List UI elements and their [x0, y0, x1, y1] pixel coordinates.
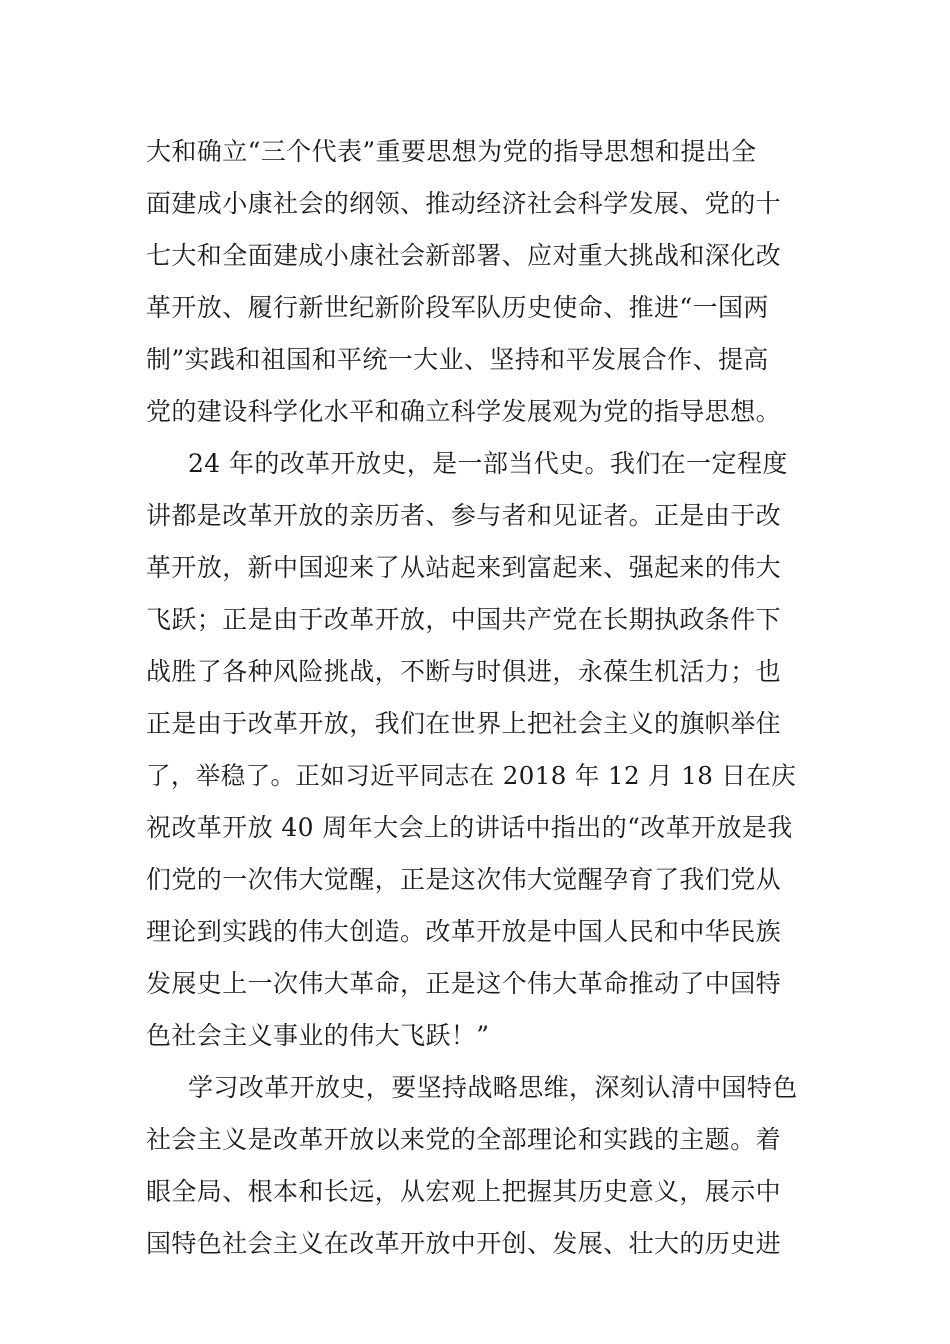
text-line: 七大和全面建成小康社会新部署、应对重大挑战和深化改 [146, 241, 782, 270]
text-line: 理论到实践的伟大创造。改革开放是中国人民和中华民族 [146, 917, 782, 946]
text-line: 国特色社会主义在改革开放中开创、发展、壮大的历史进 [146, 1229, 782, 1258]
text-line: 战胜了各种风险挑战，不断与时俱进，永葆生机活力；也 [146, 657, 782, 686]
paragraph-reform-history [146, 438, 806, 1062]
text-line: 飞跃；正是由于改革开放，中国共产党在长期执政条件下 [146, 605, 782, 634]
text-line: 制”实践和祖国和平统一大业、坚持和平发展合作、提高 [146, 345, 769, 374]
text-line: 祝改革开放 40 周年大会上的讲话中指出的“改革开放是我 [146, 813, 793, 842]
text-line: 大和确立“三个代表”重要思想为党的指导思想和提出全 [146, 137, 757, 166]
text-line-indented: 24 年的改革开放史，是一部当代史。我们在一定程度 [188, 449, 788, 478]
text-line: 正是由于改革开放，我们在世界上把社会主义的旗帜举住 [146, 709, 782, 738]
text-line: 面建成小康社会的纲领、推动经济社会科学发展、党的十 [146, 189, 782, 218]
text-line: 社会主义是改革开放以来党的全部理论和实践的主题。着 [146, 1125, 782, 1154]
text-line: 革开放、履行新世纪新阶段军队历史使命、推进“一国两 [146, 293, 769, 322]
document-body [146, 126, 806, 1270]
text-line: 革开放，新中国迎来了从站起来到富起来、强起来的伟大 [146, 553, 782, 582]
paragraph-continuation [146, 126, 806, 438]
paragraph-strategic-thinking [146, 1062, 806, 1270]
text-line-indented: 学习改革开放史，要坚持战略思维，深刻认清中国特色 [188, 1073, 798, 1102]
text-line: 发展史上一次伟大革命，正是这个伟大革命推动了中国特 [146, 969, 782, 998]
text-line: 色社会主义事业的伟大飞跃！” [146, 1021, 490, 1050]
text-line: 了，举稳了。正如习近平同志在 2018 年 12 月 18 日在庆 [146, 761, 797, 790]
text-line: 眼全局、根本和长远，从宏观上把握其历史意义，展示中 [146, 1177, 782, 1206]
text-line: 们党的一次伟大觉醒，正是这次伟大觉醒孕育了我们党从 [146, 865, 782, 894]
text-line: 党的建设科学化水平和确立科学发展观为党的指导思想。 [146, 397, 782, 426]
text-line: 讲都是改革开放的亲历者、参与者和见证者。正是由于改 [146, 501, 782, 530]
